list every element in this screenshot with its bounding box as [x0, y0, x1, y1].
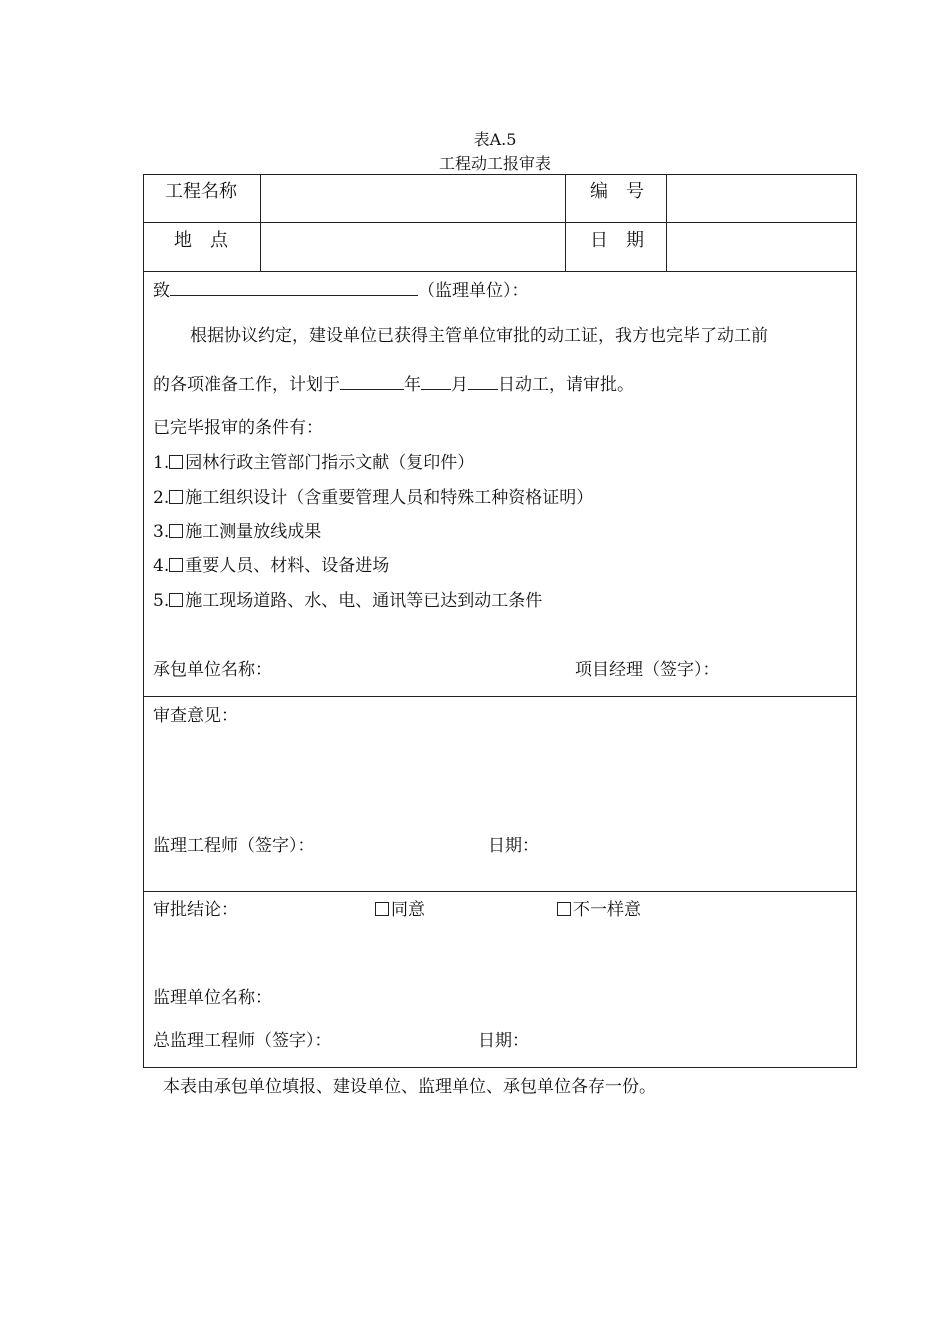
condition-text: 施工测量放线成果 [185, 522, 322, 542]
table-number: 表A.5 [473, 130, 517, 149]
month-unit: 月 [451, 375, 468, 395]
review-opinion-field[interactable] [153, 726, 843, 816]
disagree-label: 不一样意 [573, 900, 641, 920]
table-divider [565, 174, 566, 272]
table-divider [143, 891, 857, 892]
condition-item [153, 448, 474, 473]
checkbox[interactable] [169, 524, 183, 538]
table-divider [143, 271, 857, 272]
table-border-left [143, 174, 144, 1068]
year-unit: 年 [404, 375, 421, 395]
condition-text: 施工组织设计（含重要管理人员和特殊工种资格证明） [185, 488, 594, 508]
chief-engineer-sign-label: 总监理工程师（签字）： [153, 1031, 332, 1051]
table-border-top [143, 174, 857, 175]
condition-item [153, 483, 593, 508]
number-label: 编 号 [590, 181, 644, 202]
year-blank[interactable] [340, 375, 404, 390]
condition-text: 重要人员、材料、设备进场 [185, 556, 390, 576]
condition-number: 1. [153, 453, 170, 473]
project-name-label: 工程名称 [165, 181, 237, 202]
condition-item [153, 517, 321, 542]
request-paragraph-line1: 根据协议约定，建设单位已获得主管单位审批的动工证，我方也完毕了动工前 [190, 326, 768, 346]
table-border-right [856, 174, 857, 1068]
table-divider [143, 222, 857, 223]
condition-item [153, 551, 389, 576]
review-opinion-label: 审查意见： [153, 706, 238, 726]
day-blank[interactable] [468, 375, 498, 390]
agree-checkbox[interactable] [375, 902, 389, 916]
table-divider [143, 696, 857, 697]
condition-text: 施工现场道路、水、电、通讯等已达到动工条件 [185, 591, 543, 611]
condition-number: 2. [153, 488, 170, 508]
footer-note: 本表由承包单位填报、建设单位、监理单位、承包单位各存一份。 [163, 1077, 656, 1097]
table-divider [666, 174, 667, 272]
condition-number: 3. [153, 522, 170, 542]
request-paragraph-line2 [153, 370, 634, 395]
review-date-label: 日期： [488, 836, 539, 856]
agree-option[interactable] [375, 895, 425, 920]
condition-item [153, 586, 542, 611]
to-suffix: （监理单位）： [418, 281, 529, 301]
supervision-unit-blank[interactable] [170, 281, 418, 296]
project-name-field[interactable] [262, 176, 564, 221]
condition-number: 4. [153, 556, 170, 576]
agree-label: 同意 [391, 900, 425, 920]
location-label: 地 点 [174, 230, 228, 251]
disagree-option[interactable] [557, 895, 641, 920]
to-line [153, 276, 529, 301]
conditions-heading: 已完毕报审的条件有： [153, 418, 323, 438]
checkbox[interactable] [169, 455, 183, 469]
to-prefix: 致 [153, 281, 170, 301]
plan-text: 的各项准备工作，计划于 [153, 375, 340, 395]
project-manager-sign-label: 项目经理（签字）： [575, 660, 720, 680]
condition-number: 5. [153, 591, 170, 611]
date-label: 日 期 [590, 230, 644, 251]
day-text: 日动工，请审批。 [498, 375, 634, 395]
table-border-bottom [143, 1067, 857, 1068]
number-field[interactable] [668, 176, 855, 221]
supervisor-unit-label: 监理单位名称： [153, 988, 272, 1008]
month-blank[interactable] [421, 375, 451, 390]
checkbox[interactable] [169, 558, 183, 572]
condition-text: 园林行政主管部门指示文献（复印件） [185, 453, 475, 473]
checkbox[interactable] [169, 490, 183, 504]
location-field[interactable] [262, 224, 564, 270]
form-title: 工程动工报审表 [438, 154, 551, 173]
contractor-name-label: 承包单位名称： [153, 660, 272, 680]
checkbox[interactable] [169, 593, 183, 607]
engineer-sign-label: 监理工程师（签字）： [153, 836, 315, 856]
approval-date-label: 日期： [478, 1031, 529, 1051]
table-divider [260, 174, 261, 272]
approval-conclusion-label: 审批结论： [153, 900, 238, 920]
disagree-checkbox[interactable] [557, 902, 571, 916]
date-field[interactable] [668, 224, 855, 270]
